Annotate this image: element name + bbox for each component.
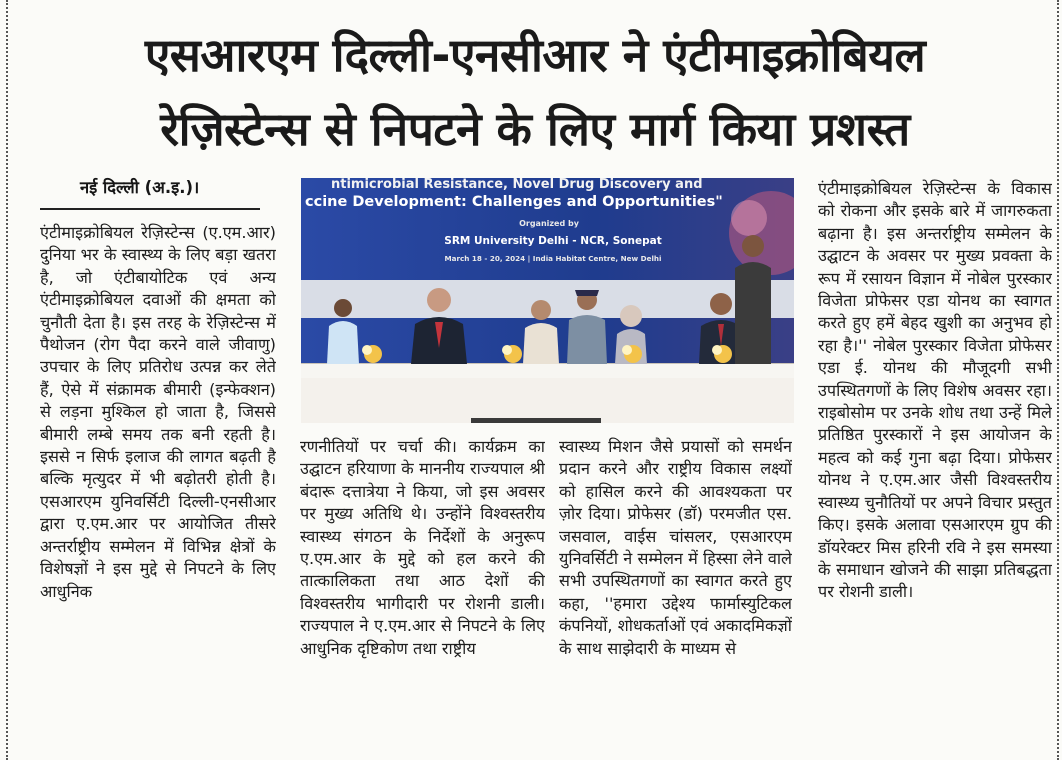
podium-edge: [471, 418, 601, 423]
event-photo: [301, 178, 794, 423]
banner-organized-by: Organized by: [519, 219, 579, 228]
article-column-3: स्वास्थ्य मिशन जैसे प्रयासों को समर्थन प्रदान करने और राष्ट्रीय विकास लक्ष्यों को हासिल करने की आवश्यकता पर ज़ोर दिया। प्रोफेसर (डॉ) परमजीत एस. जसवाल, वाईस चांसलर, एसआरएम युनिवर्सिटी ने सम्मेलन में हिस्सा लेने वाले सभी उपस्थितगणों का स्वागत करते हुए कहा, ''हमारा उद्देश्य फार्मास्युटिकल कंपनियों, शोधकर्ताओं एवं अकादमिकज्ञों के साथ साझेदारी के माध्यम से: [559, 437, 792, 658]
dateline-rule: [40, 208, 260, 210]
banner-venue: March 18 - 20, 2024 | India Habitat Centre, New Delhi: [444, 254, 662, 263]
headline-line-2: रेज़िस्टेन्स से निपटने के लिए मार्ग किया प्रशस्त: [160, 102, 910, 156]
article-column-4: एंटीमाइक्रोबियल रेज़िस्टेन्स के विकास को रोकना और इसके बारे में जागरुकता बढ़ाना है। इस अन्तर्राष्ट्रीय सम्मेलन के उद्घाटन के अवसर पर मुख्य प्रवक्ता के रूप में रसायन विज्ञान में नोबेल पुरस्कार विजेता प्रोफेसर एडा योनथ का स्वागत करते हुए हमें बेहद खुशी का अनुभव हो रहा है।'' नोबेल पुरस्कार विजेता प्रोफेसर एडा ई. योनथ की मौजूदगी सभी उपस्थितगणों के लिए विशेष अवसर रहा। राइबोसोम पर उनके शोध तथा उन्हें मिले प्रतिष्ठित पुरस्कारों ने इस आयोजन के महत्व को कई गुना बढ़ा दिया। प्रोफेसर योनथ ने ए.एम.आर जैसी विश्वस्तरीय स्वास्थ्य चुनौतियों पर अपने विचार प्रस्तुत किए। इसके अलावा एसआरएम ग्रुप की डॉयरेक्टर मिस हरिनी रवि ने इस समस्या के समाधान खोजने की साझा प्रतिबद्धता पर रोशनी डाली।: [818, 179, 1052, 602]
headline: [20, 18, 1050, 166]
banner-title-line-1: ntimicrobial Resistance, Novel Drug Discovery and: [331, 178, 703, 192]
article-column-1: एंटीमाइक्रोबियल रेज़िस्टेन्स (ए.एम.आर) दुनिया भर के स्वास्थ्य के लिए बड़ा खतरा है, जो एंटीबायोटिक एवं अन्य एंटीमाइक्रोबियल दवाओं की क्षमता को चुनौती देता है। इस तरह के रेज़िस्टेन्स में पैथोजन (रोग पैदा करने वाले जीवाणु) उपचार के लिए प्रतिरोध उत्पन्न कर लेते हैं, ऐसे में संक्रामक बीमारी (इन्फेक्शन) से लड़ना मुश्किल हो जाता है, जिससे बीमारी लम्बे समय तक बनी रहती है। इससे न सिर्फ इलाज की लागत बढ़ती है बल्कि मृत्युदर में भी बढ़ोतरी होती है। एसआरएम युनिवर्सिटी दिल्ली-एनसीआर द्वारा ए.एम.आर पर आयोजित तीसरे अन्तर्राष्ट्रीय सम्मेलन में विभिन्न क्षेत्रों के विशेषज्ञों ने इस मुद्दे से निपटने के लिए आधुनिक: [40, 223, 276, 601]
head-table: [301, 364, 794, 378]
article-column-2: रणनीतियों पर चर्चा की। कार्यक्रम का उद्घाटन हरियाणा के माननीय राज्यपाल श्री बंदारू दत्तात्रेया ने किया, जो इस अवसर पर मुख्य अतिथि थे। उन्होंने विश्वस्तरीय स्वास्थ्य संगठन के निर्देशों के अनुरूप ए.एम.आर के मुद्दे को हल करने की तात्कालिकता तथा आठ देशों की विश्वस्तरीय भागीदारी पर रोशनी डाली। राज्यपाल ने ए.एम.आर से निपटने के लिए आधुनिक दृष्टिकोण तथा राष्ट्रीय: [300, 437, 545, 658]
banner-organizer: SRM University Delhi - NCR, Sonepat: [444, 235, 662, 247]
headline-line-1: एसआरएम दिल्ली-एनसीआर ने एंटीमाइक्रोबियल: [144, 28, 926, 82]
right-dotted-border: [1057, 0, 1059, 760]
left-dotted-border: [6, 0, 8, 760]
banner-title-line-2: ccine Development: Challenges and Opportunities": [305, 194, 723, 210]
dateline: नई दिल्ली (अ.इ.)।: [80, 178, 200, 197]
